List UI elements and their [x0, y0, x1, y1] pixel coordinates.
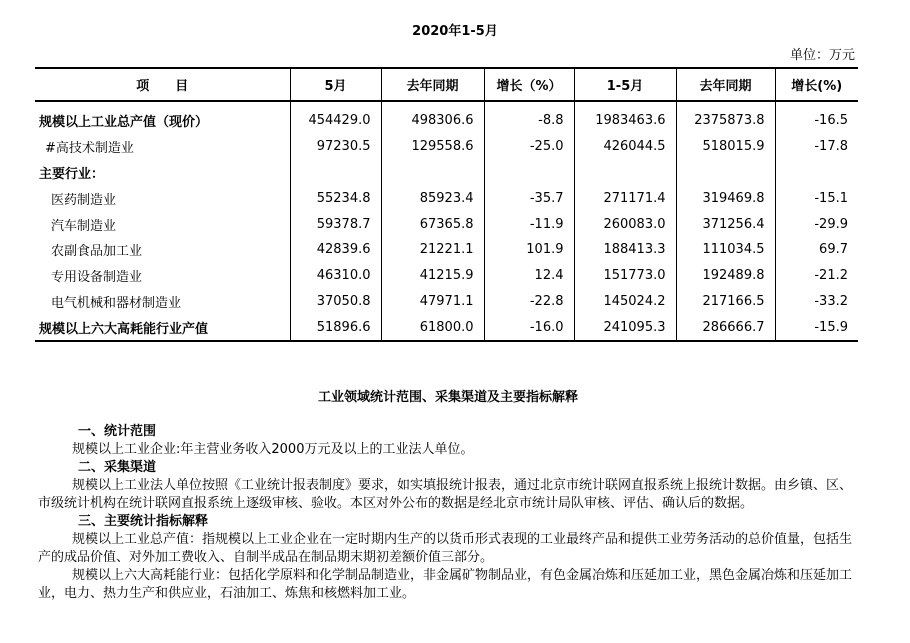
- cell: 271171.4: [574, 185, 676, 211]
- row-label: 专用设备制造业: [51, 270, 143, 286]
- section-heading: 二、采集渠道: [78, 460, 157, 475]
- cell: -25.0: [484, 134, 574, 160]
- cell: -16.0: [484, 314, 574, 341]
- cell: -15.9: [775, 314, 858, 341]
- section-heading: 三、主要统计指标解释: [78, 514, 209, 529]
- table-row: [35, 263, 858, 289]
- row-label: 主要行业：: [39, 166, 105, 182]
- cell: 192489.8: [676, 263, 775, 289]
- row-label: #高技术制造业: [45, 141, 134, 157]
- header-last-year-jan-may: 去年同期: [676, 68, 775, 101]
- row-label: 规模以上工业总产值（现价）: [39, 115, 209, 131]
- table-header-row: [35, 68, 858, 101]
- cell: 67365.8: [381, 211, 484, 237]
- cell: -11.9: [484, 211, 574, 237]
- cell: 12.4: [484, 263, 574, 289]
- cell: -33.2: [775, 289, 858, 315]
- section-paragraph: 规模以上六大高耗能行业：包括化学原料和化学制品制造业，非金属矿物制品业，有色金属冶炼和压延加工业，黑色金属冶炼和压延加工业，电力、热力生产和供应业，石油加工、炼焦和核燃料加工业。: [38, 568, 853, 601]
- cell: [381, 160, 484, 186]
- cell: -16.5: [775, 101, 858, 134]
- header-item: 项 目: [35, 68, 290, 101]
- cell: 46310.0: [290, 263, 381, 289]
- table-row: [35, 289, 858, 315]
- row-label: 电气机械和器材制造业: [51, 295, 182, 311]
- table-row: [35, 101, 858, 134]
- cell: -15.1: [775, 185, 858, 211]
- section-heading: 一、统计范围: [78, 424, 157, 439]
- cell: 85923.4: [381, 185, 484, 211]
- cell: 286666.7: [676, 314, 775, 341]
- cell: [574, 160, 676, 186]
- cell: 42839.6: [290, 237, 381, 263]
- header-growth-may: 增长（%）: [484, 68, 574, 101]
- table-row: [35, 237, 858, 263]
- cell: 1983463.6: [574, 101, 676, 134]
- cell: 371256.4: [676, 211, 775, 237]
- cell: 319469.8: [676, 185, 775, 211]
- section-paragraph: 规模以上工业总产值：指规模以上工业企业在一定时期内生产的以货币形式表现的工业最终产品和提供工业劳务活动的总价值量，包括生产的成品价值、对外加工费收入、自制半成品在制品期末期初差额价值三部分。: [38, 532, 853, 565]
- cell: 2375873.8: [676, 101, 775, 134]
- cell: 61800.0: [381, 314, 484, 341]
- cell: 37050.8: [290, 289, 381, 315]
- notes-section: [38, 389, 858, 603]
- cell: 21221.1: [381, 237, 484, 263]
- cell: -8.8: [484, 101, 574, 134]
- cell: 217166.5: [676, 289, 775, 315]
- cell: [676, 160, 775, 186]
- cell: 47971.1: [381, 289, 484, 315]
- cell: 69.7: [775, 237, 858, 263]
- table-row: [35, 134, 858, 160]
- cell: [484, 160, 574, 186]
- unit-label: 单位：万元: [789, 48, 855, 63]
- header-may: 5月: [290, 68, 381, 101]
- header-growth-jan-may: 增长(%): [775, 68, 858, 101]
- cell: 454429.0: [290, 101, 381, 134]
- cell: -29.9: [775, 211, 858, 237]
- cell: 426044.5: [574, 134, 676, 160]
- cell: 151773.0: [574, 263, 676, 289]
- table-row: [35, 160, 858, 186]
- cell: 498306.6: [381, 101, 484, 134]
- cell: 111034.5: [676, 237, 775, 263]
- cell: -35.7: [484, 185, 574, 211]
- cell: 188413.3: [574, 237, 676, 263]
- cell: 101.9: [484, 237, 574, 263]
- section-paragraph: 规模以上工业法人单位按照《工业统计报表制度》要求，如实填报统计报表，通过北京市统计联网直报系统上报统计数据。由乡镇、区、市级统计机构在统计联网直报系统上逐级审核、验收。本区对外公布的数据是经北京市统计局队审核、评估、确认后的数据。: [38, 478, 853, 511]
- row-label: 规模以上六大高耗能行业产值: [35, 314, 290, 341]
- cell: -17.8: [775, 134, 858, 160]
- cell: 145024.2: [574, 289, 676, 315]
- row-label: 农副食品加工业: [51, 244, 143, 260]
- table-row: [35, 314, 858, 341]
- cell: 97230.5: [290, 134, 381, 160]
- cell: -21.2: [775, 263, 858, 289]
- cell: 241095.3: [574, 314, 676, 341]
- cell: [775, 160, 858, 186]
- cell: [290, 160, 381, 186]
- row-label: 医药制造业: [51, 192, 117, 208]
- report-title: 2020年1-5月: [412, 24, 498, 39]
- cell: 129558.6: [381, 134, 484, 160]
- table-row: [35, 185, 858, 211]
- notes-title: 工业领域统计范围、采集渠道及主要指标解释: [317, 390, 578, 405]
- section-paragraph: 规模以上工业企业:年主营业务收入2000万元及以上的工业法人单位。: [72, 442, 474, 457]
- cell: 260083.0: [574, 211, 676, 237]
- cell: 518015.9: [676, 134, 775, 160]
- table-row: [35, 211, 858, 237]
- cell: -22.8: [484, 289, 574, 315]
- header-last-year-may: 去年同期: [381, 68, 484, 101]
- header-jan-may: 1-5月: [574, 68, 676, 101]
- cell: 51896.6: [290, 314, 381, 341]
- cell: 59378.7: [290, 211, 381, 237]
- cell: 55234.8: [290, 185, 381, 211]
- cell: 41215.9: [381, 263, 484, 289]
- row-label: 汽车制造业: [51, 218, 117, 234]
- statistics-table: [35, 67, 858, 342]
